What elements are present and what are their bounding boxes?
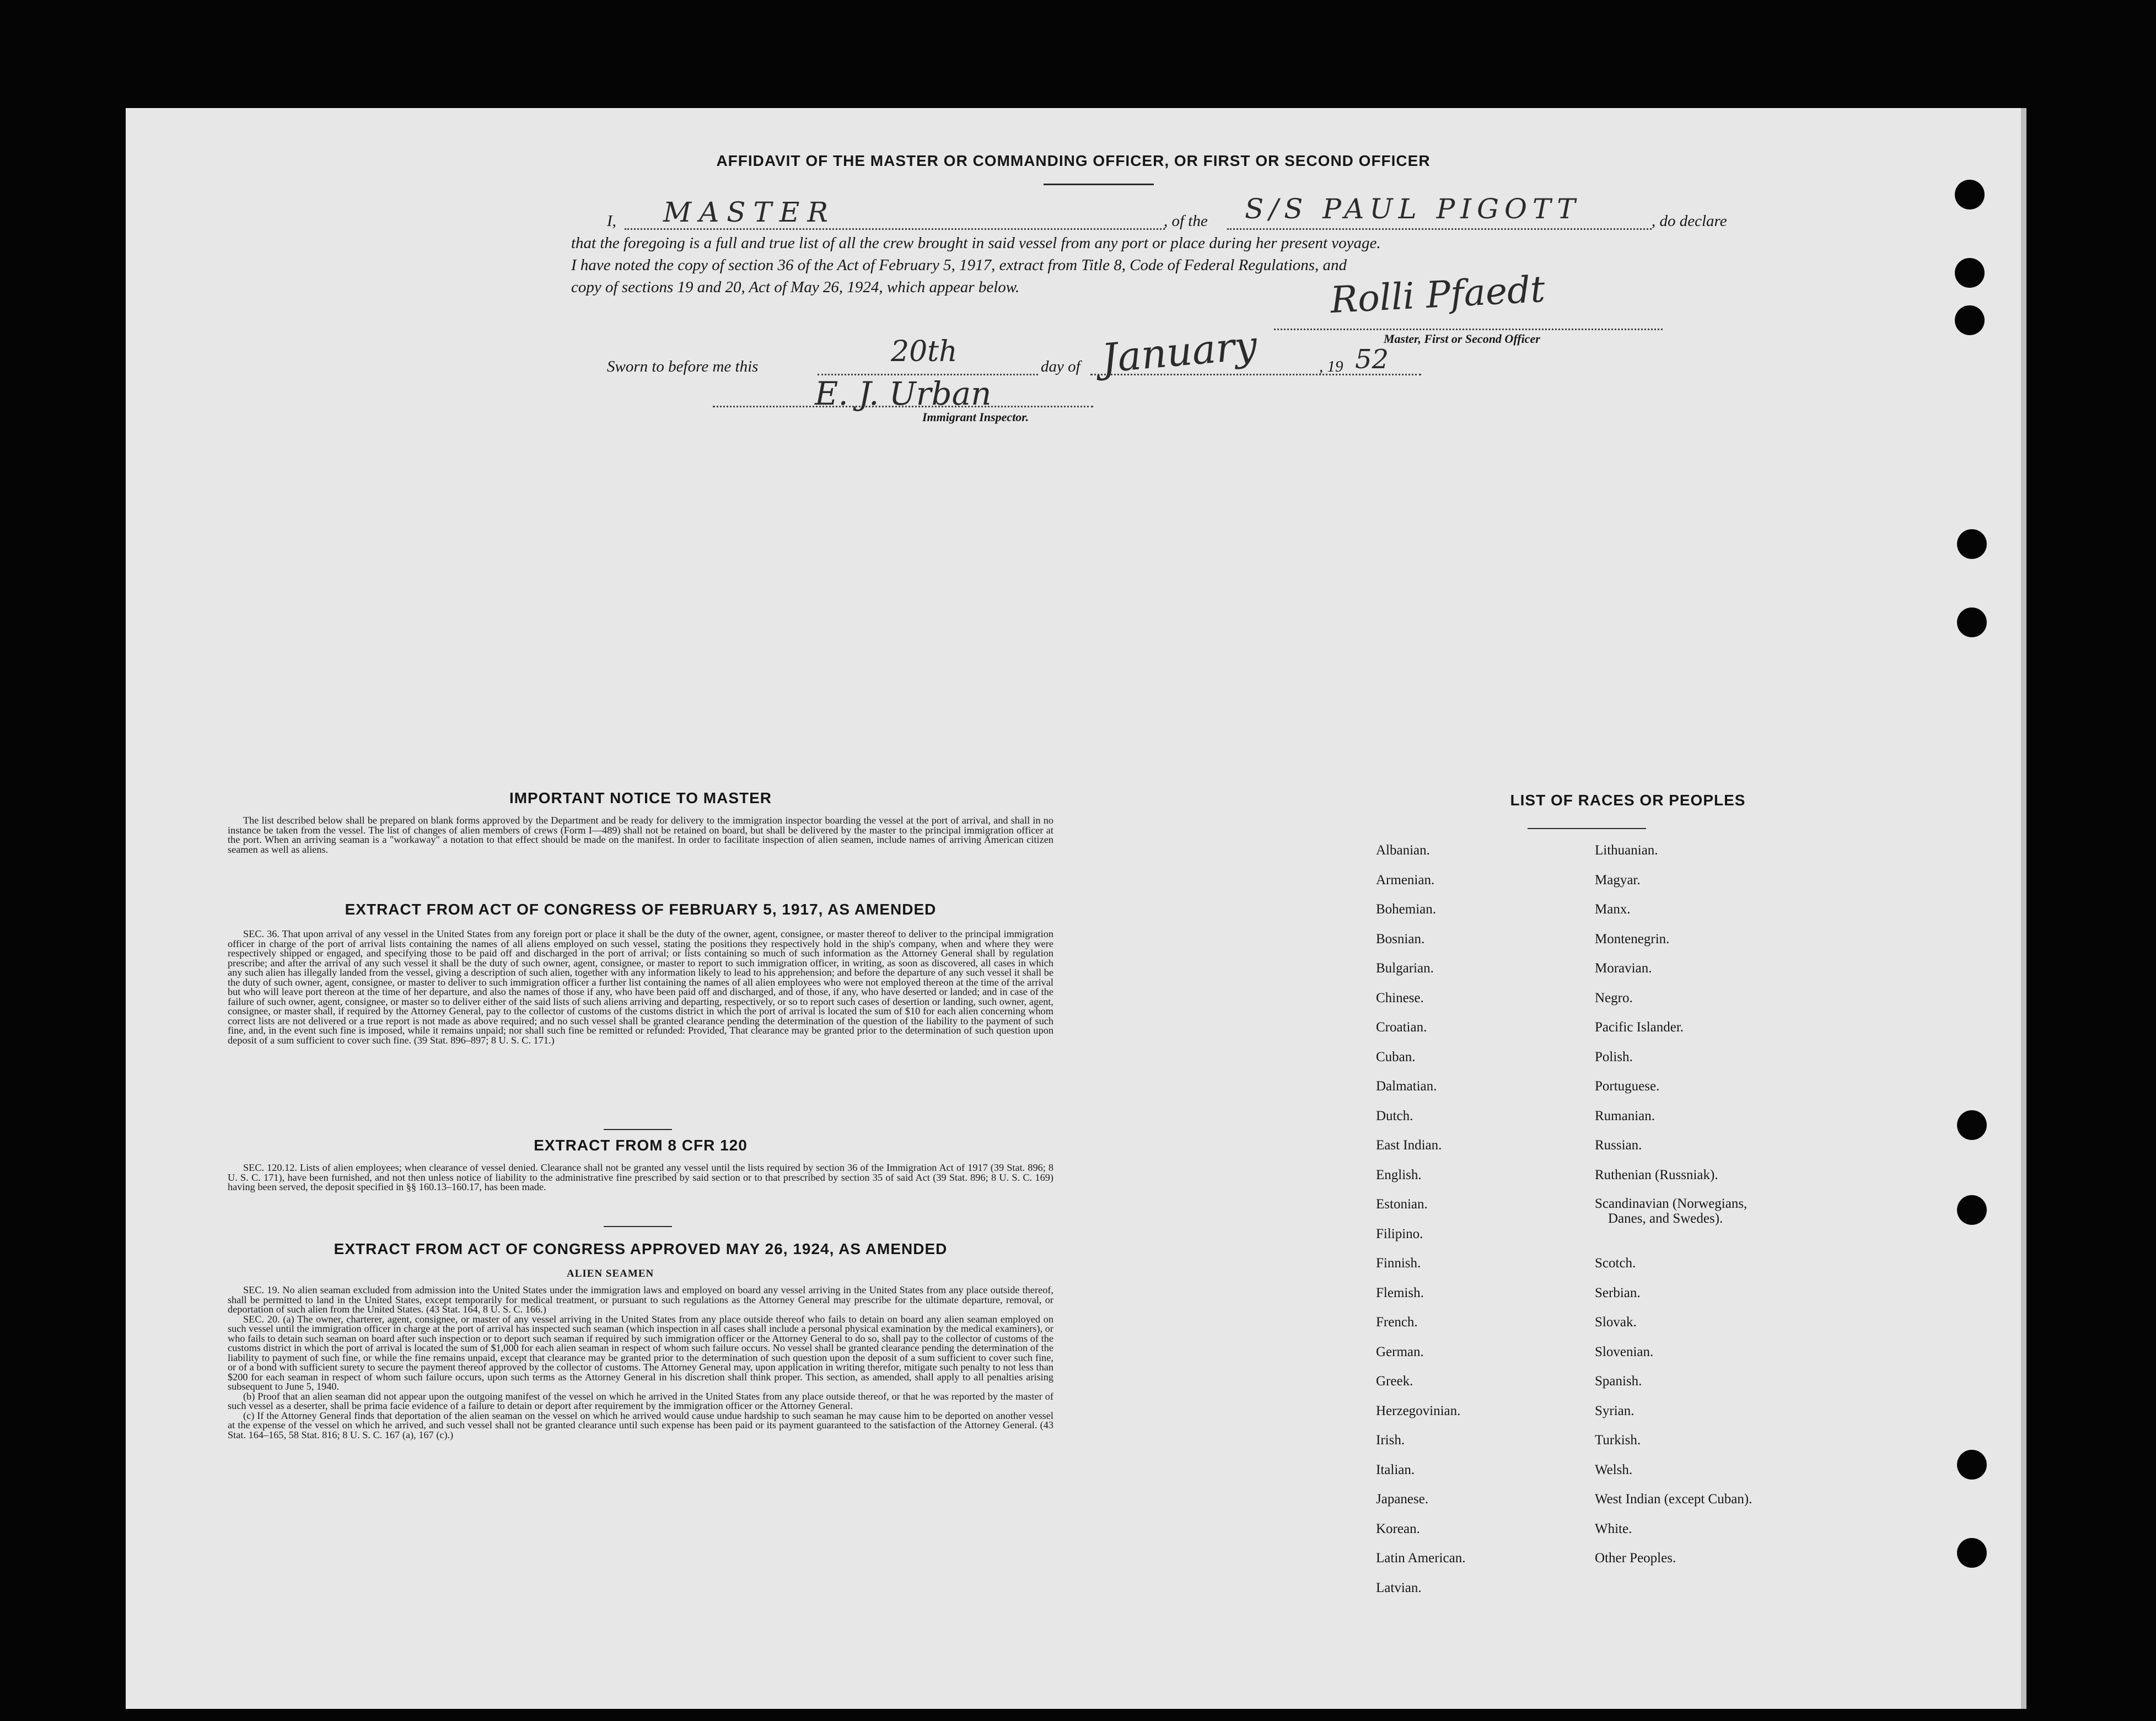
race-item: Filipino.	[1376, 1226, 1423, 1241]
race-item: Russian.	[1595, 1138, 1642, 1153]
race-item: Greek.	[1376, 1374, 1413, 1389]
race-item: Magyar.	[1595, 872, 1641, 888]
race-item-scandinavian	[1595, 1190, 1752, 1226]
race-item: Chinese.	[1376, 990, 1424, 1005]
extract-1917-text	[228, 929, 1053, 1045]
race-item: Latin American.	[1376, 1551, 1466, 1566]
sec20b-paragraph: (b) Proof that an alien seaman did not appear upon the outgoing manifest of the vessel on which he arrived in the United States from any place outside thereof, or that he was reported by the master of such vessel as a deserter, shall be prima facie evidence of a failure to detain or deport after requirement by the immigration officer or the Attorney General.	[228, 1390, 1053, 1411]
race-item: Flemish.	[1376, 1285, 1424, 1300]
race-item: Negro.	[1595, 990, 1633, 1005]
race-item: Ruthenian (Russniak).	[1595, 1167, 1718, 1182]
master-signature-caption: Master, First or Second Officer	[1384, 332, 1540, 346]
notice-paragraph: The list described below shall be prepared on blank forms approved by the Department and be ready for delivery to the immigration inspector boarding the vessel at the port of arrival, and shall in no instance be taken from the vessel. The list of changes of alien members of crews (Form I—489) shall not be retained on board, but shall be delivered by the master to the principal immigration officer at the port. When an arriving seaman is a "workaway" a notation to that effect should be made on the manifest. In order to facilitate inspection of alien seamen, include names of arriving American citizen seamen as well as aliens.	[228, 815, 1053, 855]
race-item: Croatian.	[1376, 1020, 1427, 1035]
punch-hole	[1957, 1450, 1987, 1480]
title-divider	[1044, 184, 1154, 185]
race-item: Slovenian.	[1595, 1344, 1654, 1359]
cfr-text	[228, 1163, 1053, 1192]
race-item: Dutch.	[1376, 1108, 1413, 1123]
race-item: Estonian.	[1376, 1197, 1428, 1212]
race-item: German.	[1376, 1344, 1424, 1359]
extract-1924-title: EXTRACT FROM ACT OF CONGRESS APPROVED MAY 26, 1924, AS AMENDED	[334, 1240, 948, 1257]
race-item: Moravian.	[1595, 961, 1652, 976]
race-item: Bosnian.	[1376, 931, 1425, 946]
year-prefix: , 19	[1319, 358, 1343, 375]
race-item: Montenegrin.	[1595, 931, 1670, 946]
race-item: Korean.	[1376, 1521, 1420, 1536]
master-signature-line	[1274, 329, 1663, 330]
race-item: Bulgarian.	[1376, 961, 1434, 976]
alien-seamen-subtitle: ALIEN SEAMEN	[567, 1268, 654, 1279]
race-item: Scotch.	[1595, 1256, 1636, 1271]
race-item: English.	[1376, 1167, 1422, 1182]
race-item: Welsh.	[1595, 1462, 1633, 1477]
affidavit-declare: , do declare	[1652, 212, 1727, 230]
master-signature: Rolli Pfaedt	[1329, 267, 1546, 322]
affidavit-title: AFFIDAVIT OF THE MASTER OR COMMANDING OFFICER, OR FIRST OR SECOND OFFICER	[716, 152, 1431, 169]
punch-hole	[1955, 258, 1985, 288]
race-item: Albanian.	[1376, 843, 1430, 858]
notice-title: IMPORTANT NOTICE TO MASTER	[509, 789, 772, 806]
sworn-day: 20th	[891, 335, 958, 368]
scandinavian-line-1: Scandinavian (Norwegians,	[1595, 1196, 1748, 1211]
cfr-paragraph: SEC. 120.12. Lists of alien employees; when clearance of vessel denied. Clearance shall not be granted any vessel until the lists required by section 36 of the Immigration Act of 1917 (39 Stat. 896; 8 U. S. C. 171), have been furnished, and not then unless notice of liability to the administrative fine prescribed by said section or to that prescribed by section 35 of said Act (39 Stat. 896; 8 U. S. C. 169) having been served, the deposit specified in §§ 160.13–160.17, has been made.	[228, 1162, 1053, 1192]
races-divider	[1528, 828, 1646, 829]
affidavit-line1-prefix: I,	[607, 212, 616, 230]
sworn-prefix: Sworn to before me this	[607, 358, 759, 375]
notice-text	[228, 816, 1053, 854]
race-item: Pacific Islander.	[1595, 1020, 1684, 1035]
affidavit-of-the: , of the	[1164, 212, 1208, 230]
name-blank	[625, 228, 1165, 230]
day-of-label: day of	[1041, 358, 1080, 375]
affidavit-line2: that the foregoing is a full and true list of all the crew brought in said vessel from any port or place during her present voyage.	[571, 234, 1381, 252]
sec20a-paragraph: SEC. 20. (a) The owner, charterer, agent, consignee, or master of any vessel arriving in the United States from any place outside thereof who fails to detain on board any alien seaman employed on such vessel until the immigration officer in charge at the port of arrival has inspected such seaman (which inspection in all cases shall include a personal physical examination by the medical examiners), or who fails to detain such seaman on board after such inspection or to deport such seaman if required by such immigration officer or the Attorney General to do so, shall pay to the collector of customs of the customs district in which the port of arrival is located the sum of $1,000 for each alien seaman in respect of whom such failure occurs. No vessel shall be granted clearance pending the determination of the liability to payment of such fine, or while the fine remains unpaid, except that clearance may be granted prior to the determination of such question upon the deposit of a sum sufficient to cover such fine, or of a bond with sufficient surety to secure the payment thereof approved by the collector of customs. The Attorney General may, upon application in writing therefor, mitigate such penalty to not less than $200 for each seaman in respect of whom such failure occurs, upon such terms as the Attorney General in his discretion shall think proper. This section, as amended, shall apply to all penalties arising subsequent to June 5, 1940.	[228, 1313, 1053, 1392]
name-handwritten: MASTER	[663, 196, 836, 228]
sheet-edge	[2021, 108, 2026, 1709]
cfr-title: EXTRACT FROM 8 CFR 120	[534, 1137, 748, 1154]
race-item: Cuban.	[1376, 1049, 1416, 1064]
affidavit-line3: I have noted the copy of section 36 of the Act of February 5, 1917, extract from Title 8, Code of Federal Regulations, and	[571, 256, 1347, 274]
sec19-paragraph: SEC. 19. No alien seaman excluded from admission into the United States under the immigration laws and employed on board any vessel arriving in the United States from any place outside thereof, shall be permitted to land in the United States, except temporarily for medical treatment, or pursuant to such regulations as the Attorney General may prescribe for the ultimate departure, removal, or deportation of such alien from the United States. (43 Stat. 164, 8 U. S. C. 166.)	[228, 1284, 1053, 1315]
punch-hole	[1955, 305, 1985, 335]
race-item: Syrian.	[1595, 1403, 1635, 1418]
race-item: Other Peoples.	[1595, 1551, 1676, 1566]
race-item: Turkish.	[1595, 1433, 1641, 1448]
vessel-blank	[1227, 228, 1652, 230]
races-column-2	[1595, 836, 1752, 1573]
race-item: Finnish.	[1376, 1256, 1421, 1271]
extract-1924-text	[228, 1286, 1053, 1440]
race-item: Irish.	[1376, 1433, 1405, 1448]
race-item: Lithuanian.	[1595, 843, 1658, 858]
cfr-divider	[604, 1129, 672, 1130]
races-column-1	[1376, 836, 1465, 1602]
punch-hole	[1957, 1538, 1987, 1568]
race-item: West Indian (except Cuban).	[1595, 1492, 1752, 1507]
race-item: Spanish.	[1595, 1374, 1642, 1389]
race-item: Latvian.	[1376, 1580, 1422, 1595]
race-item: Japanese.	[1376, 1492, 1429, 1507]
extract-1917-paragraph: SEC. 36. That upon arrival of any vessel in the United States from any foreign port or place it shall be the duty of the owner, agent, consignee, or master thereof to deliver to the principal immigration officer in charge of the port of arrival lists containing the names of all aliens employed on such vessel, stating the positions they respectively hold in the ship's company, when and where they were respectively shipped or engaged, and specifying those to be paid off and discharged in the port of arrival; or lists containing so much of such information as the Attorney General shall by regulation prescribe; and after the arrival of any such vessel it shall be the duty of such owner, agent, consignee, or master to report to such immigration officer, in writing, as soon as discovered, all cases in which any such alien has illegally landed from the vessel, giving a description of such alien, together with any information likely to lead to his apprehension; and before the departure of any such vessel it shall be the duty of such owner, agent, consignee, or master to deliver to such immigration officer a further list containing the names of all alien employees who were not employed thereon at the time of the arrival but who will leave port thereon at the time of her departure, and also the names of those if any, who have been paid off and discharged, and of those, if any, who have deserted or landed; and in case of the failure of such owner, agent, consignee, or master so to deliver either of the said lists of such aliens arriving and departing, respectively, or so to report such cases of desertion or landing, such owner, agent, consignee, or master shall, if required by the Attorney General, pay to the collector of customs of the customs district in which the port of arrival is located the sum of $10 for each alien concerning whom correct lists are not delivered or a true report is not made as above required; and no such vessel shall be granted clearance pending the determination of the question of the liability to the payment of such fine, and, in the event such fine is imposed, while it remains unpaid; nor shall such fine be remitted or refunded: Provided, That clearance may be granted prior to the determination of such question upon deposit of a sum sufficient to cover such fine. (39 Stat. 896–897; 8 U. S. C. 171.)	[228, 928, 1053, 1046]
race-item: Dalmatian.	[1376, 1079, 1437, 1094]
race-item: Slovak.	[1595, 1315, 1637, 1330]
punch-hole	[1957, 1110, 1987, 1140]
race-item: Rumanian.	[1595, 1108, 1655, 1123]
inspector-caption: Immigrant Inspector.	[922, 410, 1029, 424]
races-title: LIST OF RACES OR PEOPLES	[1510, 792, 1746, 809]
vessel-handwritten: S/S PAUL PIGOTT	[1245, 193, 1581, 225]
race-item: East Indian.	[1376, 1138, 1442, 1153]
punch-hole	[1957, 529, 1987, 559]
sworn-year: 52	[1355, 344, 1389, 375]
inspector-signature: E. J. Urban	[815, 375, 992, 412]
extract-1917-title: EXTRACT FROM ACT OF CONGRESS OF FEBRUARY 5, 1917, AS AMENDED	[345, 901, 937, 918]
race-item: White.	[1595, 1521, 1632, 1536]
sec20c-paragraph: (c) If the Attorney General finds that deportation of the alien seaman on the vessel on which he arrived would cause undue hardship to such seaman he may cause him to be deported on another vessel at the expense of the vessel on which he arrived, and such vessel shall not be granted clearance until such expense has been paid or its payment guaranteed to the satisfaction of the Attorney General. (43 Stat. 164–165, 58 Stat. 816; 8 U. S. C. 167 (a), 167 (c).)	[228, 1410, 1053, 1440]
scandinavian-line-2: Danes, and Swedes).	[1608, 1211, 1723, 1226]
race-item: Herzegovinian.	[1376, 1403, 1461, 1418]
punch-hole	[1955, 180, 1985, 209]
race-item: Serbian.	[1595, 1285, 1641, 1300]
punch-hole	[1957, 1195, 1987, 1225]
affidavit-line4: copy of sections 19 and 20, Act of May 26, 1924, which appear below.	[571, 278, 1020, 296]
punch-hole	[1957, 607, 1987, 637]
race-item: French.	[1376, 1315, 1418, 1330]
sworn-month: January	[1099, 321, 1259, 382]
race-item: Bohemian.	[1376, 902, 1437, 917]
document-sheet	[126, 108, 2021, 1709]
race-item: Armenian.	[1376, 872, 1435, 888]
race-item: Polish.	[1595, 1049, 1633, 1064]
race-item: Manx.	[1595, 902, 1631, 917]
race-item: Italian.	[1376, 1462, 1415, 1477]
race-item: Portuguese.	[1595, 1079, 1660, 1094]
extract-1924-divider	[604, 1226, 672, 1227]
